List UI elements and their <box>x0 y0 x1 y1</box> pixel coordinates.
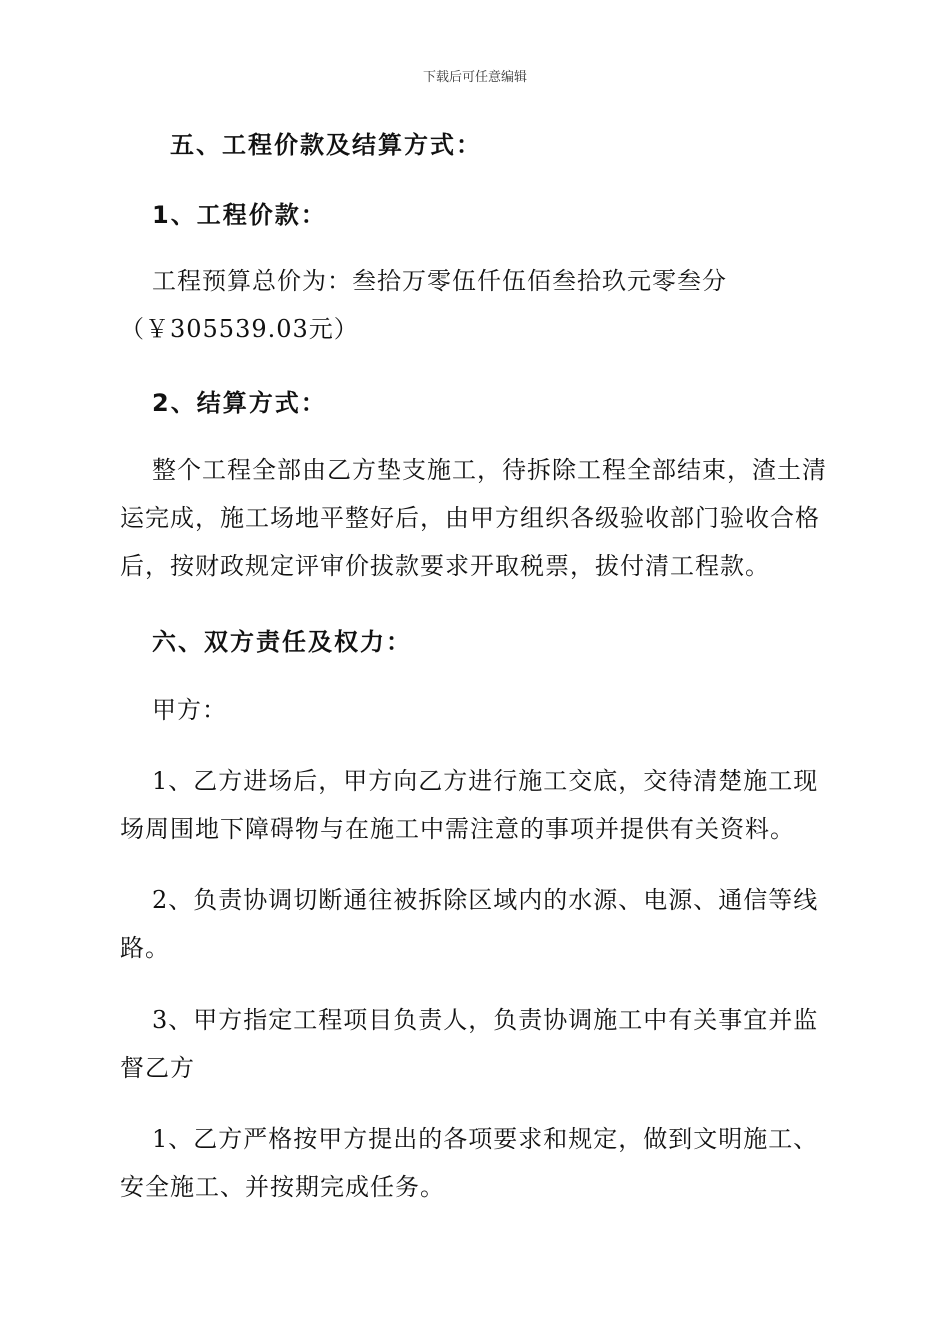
party-b-duty-1: 1、乙方严格按甲方提出的各项要求和规定，做到文明施工、安全施工、并按期完成任务。 <box>120 1125 819 1201</box>
page-header-note: 下载后可任意编辑 <box>422 70 527 85</box>
party-a-duty-1: 1、乙方进场后，甲方向乙方进行施工交底，交待清楚施工现场周围地下障碍物与在施工中需注意的事项并提供有关资料。 <box>120 767 819 843</box>
budget-total-paragraph: 工程预算总价为：叁拾万零伍仟伍佰叁拾玖元零叁分（￥305539.03元） <box>120 267 727 343</box>
settlement-paragraph: 整个工程全部由乙方垫支施工，待拆除工程全部结束，渣土清运完成，施工场地平整好后，由甲方组织各级验收部门验收合格后，按财政规定评审价拔款要求开取税票，拔付清工程款。 <box>120 456 827 580</box>
settlement-method-heading: 2、结算方式： <box>152 389 327 417</box>
section-six-heading: 六、双方责任及权力： <box>152 628 412 656</box>
party-a-label: 甲方： <box>152 696 227 724</box>
party-a-duty-3: 3、甲方指定工程项目负责人，负责协调施工中有关事宜并监督乙方 <box>120 1006 819 1082</box>
party-a-duty-2: 2、负责协调切断通往被拆除区域内的水源、电源、通信等线路。 <box>120 886 819 962</box>
project-price-heading: 1、工程价款： <box>152 201 327 229</box>
section-five-heading: 五、工程价款及结算方式： <box>170 131 482 159</box>
